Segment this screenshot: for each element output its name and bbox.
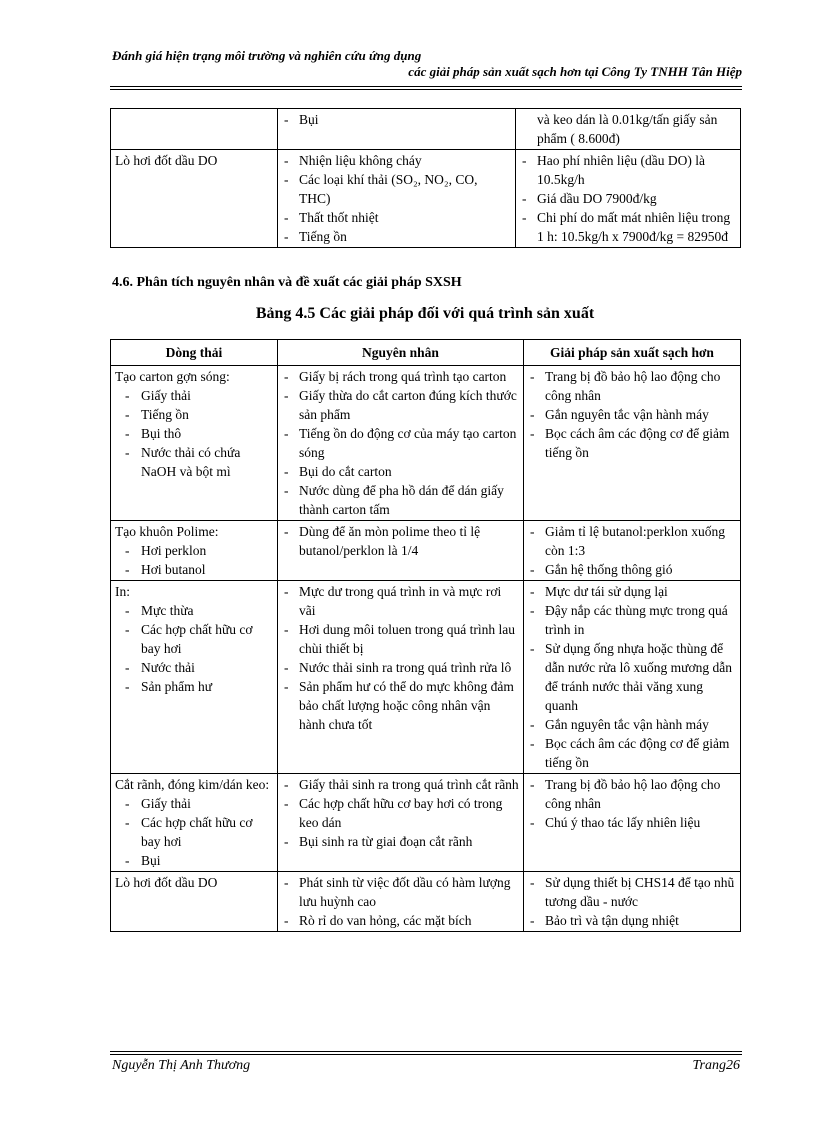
solution-cell [524,366,741,521]
solution-item: - Gắn nguyên tắc vận hành máy [528,405,736,424]
solution-item: - Giảm tỉ lệ butanol:perklon xuống còn 1:3 [528,522,736,560]
waste-item: - Các loại khí thải (SO₂, NO₂, CO, THC) [282,170,511,208]
waste-item: - Tiếng ồn [115,405,273,424]
cause-item-list [282,775,519,851]
footer-author: Nguyễn Thị Anh Thương [112,1058,251,1073]
cause-item: - Nước dùng để pha hồ dán để dán giấy thành carton tấm [282,481,519,519]
footer-rule-2 [110,1054,742,1055]
cause-item: - Rò rỉ do van hỏng, các mặt bích [282,911,519,930]
cause-item-list [282,873,519,930]
cost-cell [516,150,741,248]
table-header-row [111,340,741,366]
cause-item: - Giấy thừa do cắt carton đúng kích thước sản phẩm [282,386,519,424]
cause-item: - Dùng để ăn mòn polime theo tỉ lệ butanol/perklon là 1/4 [282,522,519,560]
solution-item-list [528,775,736,832]
cost-item-list [520,151,736,246]
table-row [111,150,741,248]
cause-item: - Giấy thải sinh ra trong quá trình cắt rãnh [282,775,519,794]
solution-item: - Mực dư tái sử dụng lại [528,582,736,601]
solutions-table-body [111,366,741,932]
solution-item: - Bọc cách âm các động cơ để giảm tiếng ồn [528,424,736,462]
solution-item: - Trang bị đồ bảo hộ lao động cho công nhân [528,367,736,405]
waste-item: - Bụi [282,110,511,129]
waste-item: - Nước thải có chứa NaOH và bột mì [115,443,273,481]
waste-item: - Thất thốt nhiệt [282,208,511,227]
process-name: Cắt rãnh, đóng kim/dán keo: [115,777,270,792]
waste-item-list [115,541,273,579]
waste-stream-cell [111,872,278,932]
solution-item: - Sử dụng thiết bị CHS14 để tạo nhũ tương dầu - nước [528,873,736,911]
waste-item: - Các hợp chất hữu cơ bay hơi [115,620,273,658]
cause-item: - Mực dư trong quá trình in và mực rơi vãi [282,582,519,620]
section-title: 4.6. Phân tích nguyên nhân và đề xuất các giải pháp SXSH [112,275,462,290]
footer-page-number: Trang26 [692,1058,740,1073]
process-name: Lò hơi đốt dầu DO [115,153,218,168]
solution-cell [524,521,741,581]
solution-item-list [528,522,736,579]
cause-item: - Giấy bị rách trong quá trình tạo carton [282,367,519,386]
continuation-table-body [111,109,741,248]
table-row [111,109,741,150]
waste-cell [278,150,516,248]
cost-item: - Giá dầu DO 7900đ/kg [520,189,736,208]
solution-cell [524,581,741,774]
waste-item: - Sản phẩm hư [115,677,273,696]
page-header [112,48,742,80]
table-row [111,774,741,872]
header-cause: Nguyên nhân [278,340,524,366]
header-waste-stream: Dòng thải [111,340,278,366]
process-name: Lò hơi đốt dầu DO [115,875,218,890]
continuation-table [110,108,741,248]
waste-item: - Bụi [115,851,273,870]
cause-cell [278,774,524,872]
table-caption: Bảng 4.5 Các giải pháp đối với quá trình sản xuất [255,305,595,322]
cause-item: - Hơi dung môi toluen trong quá trình lau chùi thiết bị [282,620,519,658]
solution-item: - Đậy nắp các thùng mực trong quá trình in [528,601,736,639]
waste-item-list [282,151,511,246]
waste-item: - Mực thừa [115,601,273,620]
header-rule [110,86,742,87]
header-line-2: các giải pháp sản xuất sạch hơn tại Công Ty TNHH Tân Hiệp [408,64,742,79]
cause-item: - Sản phẩm hư có thể do mực không đảm bảo chất lượng hoặc công nhân vận hành chưa tốt [282,677,519,734]
cause-item: - Bụi do cắt carton [282,462,519,481]
cause-cell [278,366,524,521]
solution-cell [524,774,741,872]
solution-item: - Chú ý thao tác lấy nhiên liệu [528,813,736,832]
waste-item-list [115,386,273,481]
cost-item: - Chi phí do mất mát nhiên liệu trong 1 h: 10.5kg/h x 7900đ/kg = 82950đ [520,208,736,246]
waste-stream-cell [111,774,278,872]
solution-item: - Gắn nguyên tắc vận hành máy [528,715,736,734]
process-name: Tạo carton gợn sóng: [115,369,230,384]
cost-item: - Hao phí nhiên liệu (dầu DO) là 10.5kg/h [520,151,736,189]
solution-item: - Gắn hệ thống thông gió [528,560,736,579]
waste-item: - Hơi perklon [115,541,273,560]
waste-item: - Các hợp chất hữu cơ bay hơi [115,813,273,851]
header-line-1: Đánh giá hiện trạng môi trường và nghiên cứu ứng dụng [112,48,422,63]
waste-item: - Giấy thải [115,386,273,405]
cause-cell [278,581,524,774]
header-rule-2 [110,89,742,90]
cost-cell [516,109,741,150]
solution-item: - Sử dụng ống nhựa hoặc thùng để dẫn nước rửa lô xuống mương dẫn để tránh nước thải văng xung quanh [528,639,736,715]
waste-item-list [115,601,273,696]
cause-item: - Tiếng ồn do động cơ của máy tạo carton sóng [282,424,519,462]
waste-item-list [115,794,273,870]
cause-item: - Phát sinh từ việc đốt dầu có hàm lượng lưu huỳnh cao [282,873,519,911]
solution-cell [524,872,741,932]
waste-item: - Hơi butanol [115,560,273,579]
table-row [111,521,741,581]
cause-cell [278,521,524,581]
cause-item-list [282,522,519,560]
footer-rule [110,1051,742,1052]
solution-item: - Trang bị đồ bảo hộ lao động cho công nhân [528,775,736,813]
solution-item-list [528,582,736,772]
waste-item: - Nước thải [115,658,273,677]
cause-item: - Nước thải sinh ra trong quá trình rửa lô [282,658,519,677]
solutions-table [110,339,741,932]
table-row [111,872,741,932]
waste-stream-cell [111,521,278,581]
cause-item-list [282,582,519,734]
cost-note: và keo dán là 0.01kg/tấn giấy sản phẩm ( 8.600đ) [537,112,718,146]
solution-item-list [528,367,736,462]
process-name: Tạo khuôn Polime: [115,524,219,539]
waste-item-list [282,110,511,129]
cause-item: - Bụi sinh ra từ giai đoạn cắt rãnh [282,832,519,851]
waste-stream-cell [111,366,278,521]
waste-item: - Giấy thải [115,794,273,813]
solution-item-list [528,873,736,930]
header-solution: Giải pháp sản xuất sạch hơn [524,340,741,366]
cause-item-list [282,367,519,519]
process-name: In: [115,584,130,599]
solution-item: - Bọc cách âm các động cơ để giảm tiếng ồn [528,734,736,772]
solution-item: - Bảo trì và tận dụng nhiệt [528,911,736,930]
cause-cell [278,872,524,932]
table-row [111,581,741,774]
waste-item: - Bụi thô [115,424,273,443]
table-row [111,366,741,521]
waste-item: - Tiếng ồn [282,227,511,246]
waste-stream-cell [111,581,278,774]
cause-item: - Các hợp chất hữu cơ bay hơi có trong keo dán [282,794,519,832]
process-cell [111,150,278,248]
waste-item: - Nhiện liệu không cháy [282,151,511,170]
process-cell [111,109,278,150]
waste-cell [278,109,516,150]
